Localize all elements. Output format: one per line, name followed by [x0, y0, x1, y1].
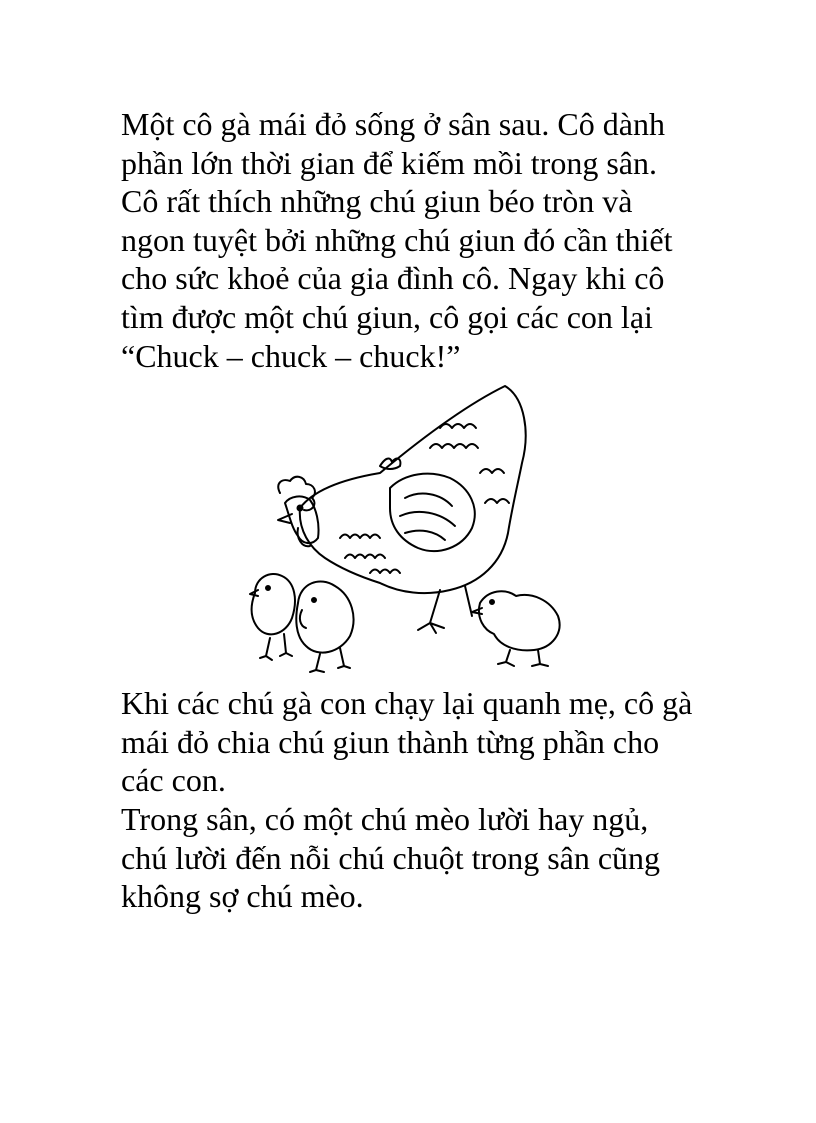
story-paragraph-3 [121, 800, 721, 916]
text-line: chú lười đến nỗi chú chuột trong sân cũng [121, 839, 661, 876]
text-line: “Chuck – chuck – chuck!” [121, 337, 461, 374]
story-paragraph-2 [121, 684, 721, 800]
story-paragraph-1 [121, 105, 721, 375]
chick-drawing [250, 574, 295, 660]
text-line: ngon tuyệt bởi những chú giun đó cần thiết [121, 221, 673, 258]
text-line: mái đỏ chia chú giun thành từng phần cho [121, 723, 660, 760]
chick-drawing [472, 591, 560, 666]
text-line: không sợ chú mèo. [121, 878, 364, 915]
text-line: phần lớn thời gian để kiếm mồi trong sân. [121, 144, 657, 181]
hen-drawing [278, 386, 526, 633]
hen-and-chicks-illustration [240, 378, 585, 678]
text-line: cho sức khoẻ của gia đình cô. Ngay khi cô [121, 260, 665, 297]
text-line: Cô rất thích những chú giun béo tròn và [121, 183, 633, 220]
text-line: Một cô gà mái đỏ sống ở sân sau. Cô dành [121, 106, 665, 142]
text-line: Khi các chú gà con chạy lại quanh mẹ, cô gà [121, 685, 693, 721]
text-line: tìm được một chú giun, cô gọi các con lại [121, 298, 653, 335]
text-line: các con. [121, 762, 226, 799]
chick-drawing [296, 581, 353, 672]
text-line: Trong sân, có một chú mèo lười hay ngủ, [121, 801, 649, 837]
